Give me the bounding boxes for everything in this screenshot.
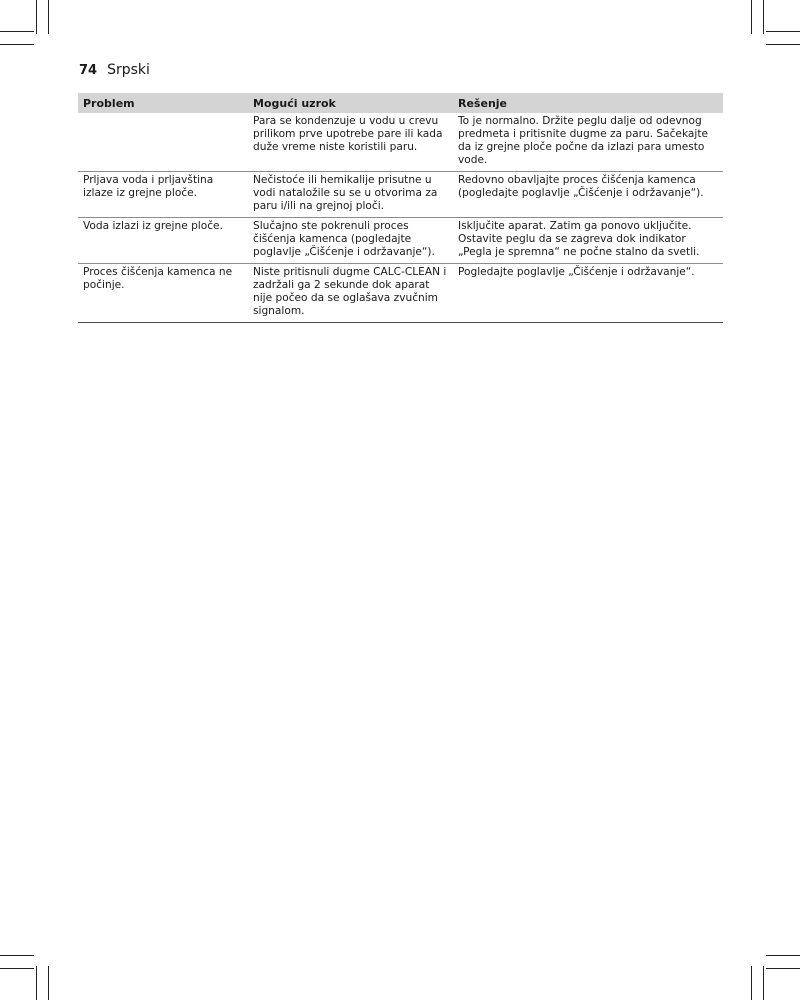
column-header-problem: Problem — [78, 93, 248, 113]
crop-mark — [0, 955, 34, 956]
table-header-row — [78, 93, 723, 113]
table-row — [78, 218, 723, 264]
crop-mark — [0, 31, 34, 32]
table-row — [78, 172, 723, 218]
section-title: Srpski — [107, 62, 150, 78]
crop-mark — [766, 955, 800, 956]
crop-mark — [751, 0, 752, 34]
problem-cell: Voda izlazi iz grejne ploče. — [78, 218, 248, 264]
table-row — [78, 264, 723, 323]
crop-mark — [48, 0, 49, 34]
problem-cell: Proces čišćenja kamenca ne počinje. — [78, 264, 248, 323]
problem-cell — [78, 113, 248, 172]
crop-mark — [763, 966, 764, 1000]
solution-cell: Pogledajte poglavlje „Čišćenje i održavanje“. — [453, 264, 723, 323]
column-header-cause: Mogući uzrok — [248, 93, 453, 113]
problem-cell: Prljava voda i prljavština izlaze iz grejne ploče. — [78, 172, 248, 218]
crop-mark — [36, 966, 37, 1000]
page-number: 74 — [79, 63, 98, 78]
solution-cell: To je normalno. Držite peglu dalje od odevnog predmeta i pritisnite dugme za paru. Sačekajte da iz grejne ploče počne da izlazi para umesto vode. — [453, 113, 723, 172]
crop-mark — [0, 44, 34, 45]
table-row — [78, 113, 723, 172]
solution-cell: Isključite aparat. Zatim ga ponovo uključite. Ostavite peglu da se zagreva dok indikator „Pegla je spremna“ ne počne stalno da svetli. — [453, 218, 723, 264]
crop-mark — [766, 31, 800, 32]
crop-mark — [751, 966, 752, 1000]
page-header — [79, 62, 150, 78]
crop-mark — [48, 966, 49, 1000]
crop-mark — [0, 968, 34, 969]
cause-cell: Nečistoće ili hemikalije prisutne u vodi nataložile su se u otvorima za paru i/ili na grejnoj ploči. — [248, 172, 453, 218]
cause-cell: Slučajno ste pokrenuli proces čišćenja kamenca (pogledajte poglavlje „Čišćenje i održavanje“). — [248, 218, 453, 264]
crop-mark — [766, 44, 800, 45]
crop-mark — [36, 0, 37, 34]
crop-mark — [763, 0, 764, 34]
troubleshooting-table — [78, 93, 723, 323]
column-header-solution: Rešenje — [453, 93, 723, 113]
cause-cell: Niste pritisnuli dugme CALC-CLEAN i zadržali ga 2 sekunde dok aparat nije počeo da se oglašava zvučnim signalom. — [248, 264, 453, 323]
crop-mark — [766, 968, 800, 969]
solution-cell: Redovno obavljajte proces čišćenja kamenca (pogledajte poglavlje „Čišćenje i održavanje“). — [453, 172, 723, 218]
cause-cell: Para se kondenzuje u vodu u crevu prilikom prve upotrebe pare ili kada duže vreme niste koristili paru. — [248, 113, 453, 172]
